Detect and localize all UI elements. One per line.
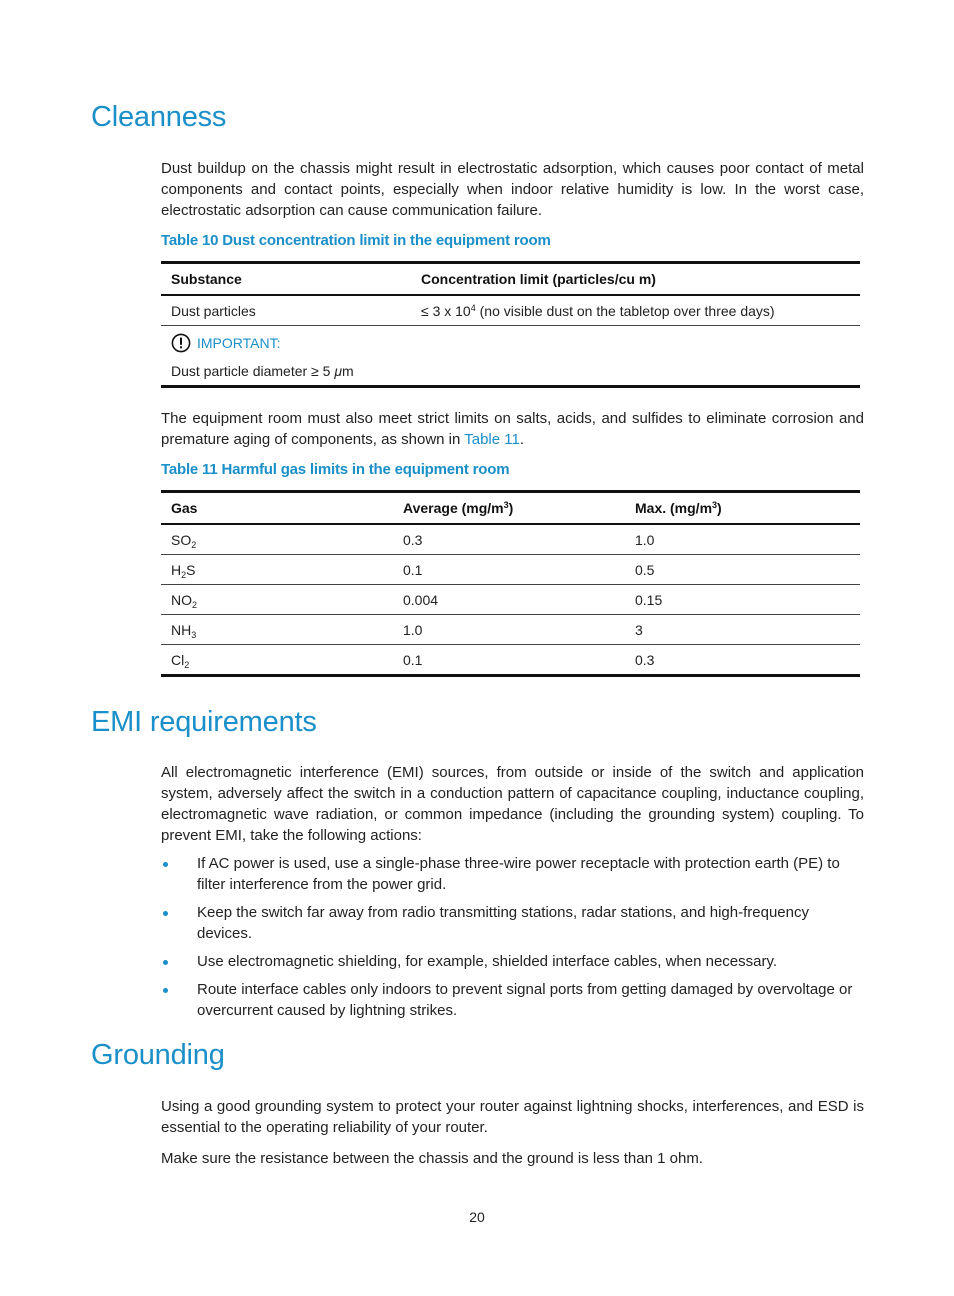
emi-actions-list [161,853,867,1028]
table-row [161,295,860,326]
list-item [161,902,867,944]
limit-exponent: 4 [470,302,476,313]
important-note-header [171,332,850,354]
bullet-dot-icon [163,988,168,993]
table-row [161,585,860,615]
table-row [161,555,860,585]
avg-cell: 1.0 [393,615,625,645]
gas-formula: SO [171,531,192,548]
gas-formula: NH [171,621,192,638]
avg-cell: 0.1 [393,555,625,585]
max-header-end: ) [717,500,722,516]
gas-formula-tail: S [186,561,196,578]
grounding-para1: Using a good grounding system to protect your router against lightning shocks, interferences, and ESD is essential to the operating reliability of your router. [161,1098,864,1136]
table10-note-row [161,326,860,387]
avg-cell: 0.1 [393,645,625,676]
max-cell: 0.5 [625,555,860,585]
gas-cell [161,585,393,615]
gas-subscript: 2 [191,539,197,550]
gas-cell [161,555,393,585]
avg-header-text: Average (mg/m [403,500,504,516]
table11-header-gas: Gas [161,492,393,525]
bullet-dot-icon [163,862,168,867]
cleanness-para2 [161,408,864,450]
important-note [161,326,860,387]
table11-header-average [393,492,625,525]
list-item-text: Use electromagnetic shielding, for example, shielded interface cables, when necessary. [197,953,778,970]
list-item [161,979,867,1021]
max-header-text: Max. (mg/m [635,500,713,516]
grounding-para2: Make sure the resistance between the chassis and the ground is less than 1 ohm. [161,1150,703,1167]
bullet-dot-icon [163,911,168,916]
max-header-exp: 3 [712,500,718,510]
max-cell: 0.15 [625,585,860,615]
para2-text: The equipment room must also meet strict limits on salts, acids, and sulfides to eliminate corrosion and premature aging of components, as shown in [161,410,864,448]
note-unit-mu: μ [334,363,342,379]
gas-cell [161,615,393,645]
gas-cell [161,645,393,676]
avg-header-end: ) [508,500,514,516]
avg-cell: 0.3 [393,524,625,555]
table10-cell-limit [411,295,860,326]
max-cell: 0.3 [625,645,860,676]
table-row [161,645,860,676]
para2-end: . [519,431,525,448]
max-cell: 3 [625,615,860,645]
heading-emi-requirements: EMI requirements [91,706,317,738]
cleanness-intro: Dust buildup on the chassis might result in electrostatic adsorption, which causes poor contact of metal components and contact points, especially when indoor relative humidity is low. In the worst case, electrostatic adsorption can cause communication failure. [161,160,864,219]
table-row [161,524,860,555]
avg-cell: 0.004 [393,585,625,615]
list-item [161,951,867,972]
gas-subscript: 3 [191,629,197,640]
gas-formula: H [171,561,182,578]
list-item-text: Route interface cables only indoors to prevent signal ports from getting damaged by overvoltage or overcurrent caused by lightning strikes. [197,981,853,1019]
limit-value: ≤ 3 x 10 [421,302,471,319]
heading-grounding: Grounding [91,1039,225,1071]
gas-subscript: 2 [184,659,190,670]
table10-header-substance: Substance [161,263,411,296]
table11-header-max [625,492,860,525]
list-item-text: If AC power is used, use a single-phase three-wire power receptacle with protection earth (PE) to filter interference from the power grid. [197,855,840,893]
table10-cell-substance: Dust particles [161,295,411,326]
avg-header-exp: 3 [503,500,509,510]
bullet-dot-icon [163,960,168,965]
heading-cleanness: Cleanness [91,101,227,133]
table-dust-concentration [161,261,860,388]
list-item-text: Keep the switch far away from radio transmitting stations, radar stations, and high-frequency devices. [197,904,809,942]
gas-subscript: 2 [192,599,198,610]
table11-caption: Table 11 Harmful gas limits in the equipment room [161,461,510,478]
table10-caption: Table 10 Dust concentration limit in the equipment room [161,232,551,249]
emi-intro: All electromagnetic interference (EMI) sources, from outside or inside of the switch and application system, adversely affect the switch in a conduction pattern of capacitance coupling, inductance coupling, electromagnetic wave radiation, or common impedance (including the grounding system) coupling. To prevent EMI, take the following actions: [161,764,864,844]
gas-subscript: 2 [181,569,187,580]
limit-description: (no visible dust on the tabletop over three days) [475,302,775,319]
exclamation-circle-icon [171,333,191,353]
note-unit-m: m [341,363,354,379]
table11-link[interactable]: Table 11 [464,431,520,448]
gas-formula: Cl [171,651,185,668]
table10-header-limit: Concentration limit (particles/cu m) [411,263,860,296]
important-label: IMPORTANT: [197,335,281,351]
important-note-text [171,363,850,379]
table10-header-row [161,263,860,296]
table11-header-row [161,492,860,525]
gas-formula: NO [171,591,192,608]
table-row [161,615,860,645]
list-item [161,853,867,895]
max-cell: 1.0 [625,524,860,555]
table-harmful-gas [161,490,860,677]
page-number: 20 [469,1209,485,1225]
gas-cell [161,524,393,555]
note-text: Dust particle diameter ≥ 5 [171,363,335,379]
